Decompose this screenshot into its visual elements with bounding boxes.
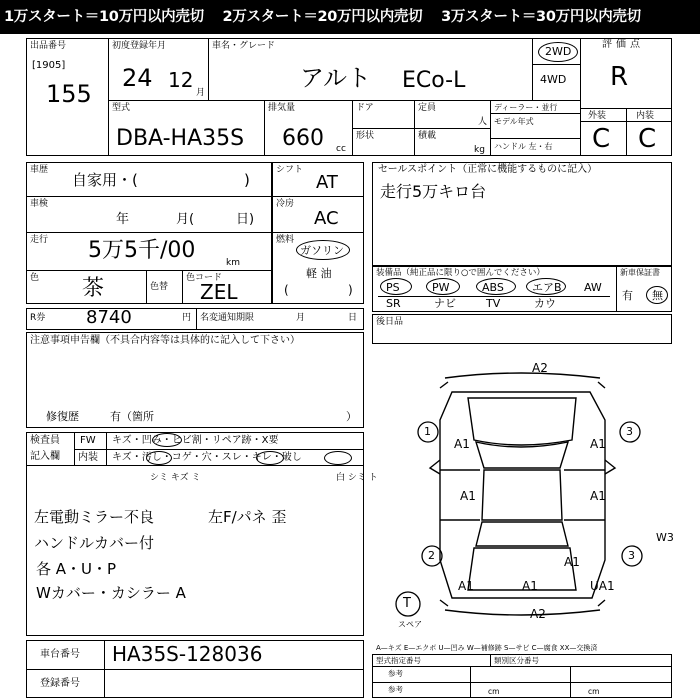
diag-a1-left-front: A1 <box>454 437 470 451</box>
remark-right: 左F/パネ 歪 <box>208 508 287 526</box>
inspection-month: 月( <box>176 212 195 227</box>
remark-4: Wカバー・カシラー A <box>36 584 186 602</box>
damage-legend: A—キズ E—エクボ U—凹み W—補修跡 S—サビ C—腐食 XX—交換済 <box>376 644 598 652</box>
recycle-unit: 円 <box>182 313 192 323</box>
spare-label: スペア <box>398 620 422 629</box>
registration-label: 登録番号 <box>40 678 80 689</box>
equip-airbag: エアB <box>532 281 562 294</box>
color-code-label: 色コード <box>186 273 223 283</box>
check-label: 名変通知期限 <box>200 313 255 323</box>
mileage-km: km <box>226 258 240 268</box>
lot-label: 出品番号 <box>30 41 67 51</box>
ext-score: C <box>592 124 611 154</box>
selling-label: セールスポイント（正常に機能するものに記入） <box>378 164 598 175</box>
equip-navi: ナビ <box>434 297 456 310</box>
diag-a1-rear-center: A1 <box>522 579 538 593</box>
model-year-label: モデル年式 <box>494 117 534 126</box>
grade: ECo-L <box>402 68 466 93</box>
equip-cow: カウ <box>534 297 556 310</box>
inspection-year: 年 <box>116 212 130 227</box>
equip-pw: PW <box>432 281 450 294</box>
color: 茶 <box>82 276 105 301</box>
model: DBA-HA35S <box>116 126 245 151</box>
wheel-fl: 1 <box>424 425 431 438</box>
capacity-label: 定員 <box>418 103 437 113</box>
inspector-row-1: キズ・凹み・ヒビ割・リペア跡・X要 <box>112 435 279 446</box>
mileage-label: 走行 <box>30 235 49 245</box>
warranty-yes: 有 <box>622 289 633 302</box>
inspection-day: 日) <box>236 212 255 227</box>
shape-label: 形状 <box>356 131 375 141</box>
recycle-value: 8740 <box>86 307 132 328</box>
wheel-rl: 2 <box>428 549 435 562</box>
int-label: 内装 <box>636 111 655 121</box>
color-code: ZEL <box>200 280 238 304</box>
drive-2wd: 2WD <box>545 45 572 58</box>
size-cm-1: cm <box>488 687 500 696</box>
fuel-paren-close: ) <box>348 283 353 297</box>
repair-close: ） <box>346 410 357 423</box>
int-score: C <box>638 124 657 154</box>
inspector-row-2: キズ・汚し・コゲ・穴・スレ・キレ・破し <box>112 452 302 463</box>
name-label: 車名・グレード <box>212 41 276 51</box>
inspector-note-left: シミ キズ ミ <box>150 473 201 483</box>
cc-label: 排気量 <box>268 103 296 113</box>
remark-2: ハンドルカバー付 <box>34 534 155 552</box>
cert-label: 型式指定番号 <box>376 656 421 665</box>
inspector-interior: 内装 <box>78 452 98 463</box>
diag-a1-right-front: A1 <box>590 437 606 451</box>
size-cm-2: cm <box>588 687 600 696</box>
selling-text: 走行5万キロ台 <box>380 182 487 201</box>
inspector-label-1: 検査員 <box>30 435 60 446</box>
cc-unit: cc <box>336 144 346 154</box>
remark-1: 左電動ミラー不良 <box>34 508 155 526</box>
ext-label: 外装 <box>588 111 607 121</box>
banner-text-2: 2万スタート＝20万円以内売切 <box>222 9 423 25</box>
lot-number: 155 <box>46 80 92 108</box>
color-label: 色 <box>30 273 40 283</box>
equip-aw: AW <box>584 281 602 294</box>
check-month: 月 <box>296 313 306 323</box>
score: R <box>610 62 629 92</box>
mileage: 5万5千/00 <box>88 238 196 263</box>
car-name: アルト <box>300 64 372 92</box>
inspector-fw: FW <box>80 435 96 446</box>
wheel-fr: 3 <box>626 425 633 438</box>
cc: 660 <box>282 126 324 151</box>
size-ref-2: 参考 <box>388 685 403 694</box>
equip-sr: SR <box>386 297 401 310</box>
weight-unit: kg <box>474 145 485 155</box>
spare-tire: T <box>403 596 411 611</box>
diag-a1-right-door: A1 <box>590 489 606 503</box>
weight-label: 積載 <box>418 131 437 141</box>
tone-label: 色替 <box>150 282 169 292</box>
shift: AT <box>316 172 338 193</box>
diag-a1-left-rear: A1 <box>458 579 474 593</box>
month-unit: 月 <box>196 88 206 98</box>
diag-ua1: UA1 <box>590 579 615 593</box>
recycle-label: R券 <box>30 313 46 323</box>
class-label: 類別区分番号 <box>494 656 539 665</box>
history-close: ) <box>244 171 250 189</box>
shift-label: シフト <box>276 165 304 175</box>
lot-code: [1905] <box>32 60 66 71</box>
fuel-label: 燃料 <box>276 235 295 245</box>
check-day: 日 <box>348 313 358 323</box>
size-ref-1: 参考 <box>388 669 403 678</box>
notes-label: 注意事項申告欄（不具合内容等は具体的に記入して下さい） <box>30 335 300 346</box>
diag-a2-top: A2 <box>532 361 548 375</box>
equip-abs: ABS <box>482 281 504 294</box>
history-value: 自家用・( <box>72 171 138 189</box>
repair-label: 修復歴 <box>46 410 79 423</box>
reg-year: 24 <box>122 64 153 92</box>
remark-3: 各 A・U・P <box>36 560 117 578</box>
diag-a2-bottom: A2 <box>530 607 546 621</box>
drive-4wd: 4WD <box>540 73 567 86</box>
wheel-rr: 3 <box>628 549 635 562</box>
inspection-label: 車検 <box>30 199 49 209</box>
door-label: ドア <box>356 103 374 113</box>
diag-a1-left-door: A1 <box>460 489 476 503</box>
model-label: 型式 <box>112 103 131 113</box>
history-label: 車歴 <box>30 165 49 175</box>
equipment-label: 装備品（純正品に限り○で囲んでください） <box>376 268 545 278</box>
chassis-label: 車台番号 <box>40 649 80 660</box>
inspector-note-right: 白 シミ ト <box>336 473 378 483</box>
diag-w3: W3 <box>656 531 674 544</box>
banner-text-1: 1万スタート＝10万円以内売切 <box>4 9 204 25</box>
later-input-label: 後日品 <box>376 317 404 327</box>
equip-tv: TV <box>486 297 501 310</box>
dealer-label: ディーラー・並行 <box>494 103 558 112</box>
diesel: 軽 油 <box>306 267 332 280</box>
handle-label: ハンドル 左・右 <box>494 142 553 151</box>
score-label: 評価点 <box>602 39 644 50</box>
capacity-unit: 人 <box>478 117 488 127</box>
repair-value: 有（箇所 <box>110 410 154 423</box>
ac-label: 冷房 <box>276 199 295 209</box>
chassis-value: HA35S-128036 <box>112 642 263 666</box>
fuel: ガソリン <box>300 244 344 257</box>
inspector-label-2: 記入欄 <box>30 451 60 462</box>
diag-a1-right-rear: A1 <box>564 555 580 569</box>
banner-text-3: 3万スタート＝30万円以内売切 <box>441 9 641 25</box>
warranty-label: 新車保証書 <box>620 268 660 277</box>
equip-ps: PS <box>386 281 400 294</box>
ac: AC <box>314 208 339 229</box>
reg-month: 12 <box>168 68 194 92</box>
reg-label: 初度登録年月 <box>112 41 167 51</box>
warranty-no: 無 <box>652 289 663 302</box>
fuel-paren-open: ( <box>284 283 289 297</box>
